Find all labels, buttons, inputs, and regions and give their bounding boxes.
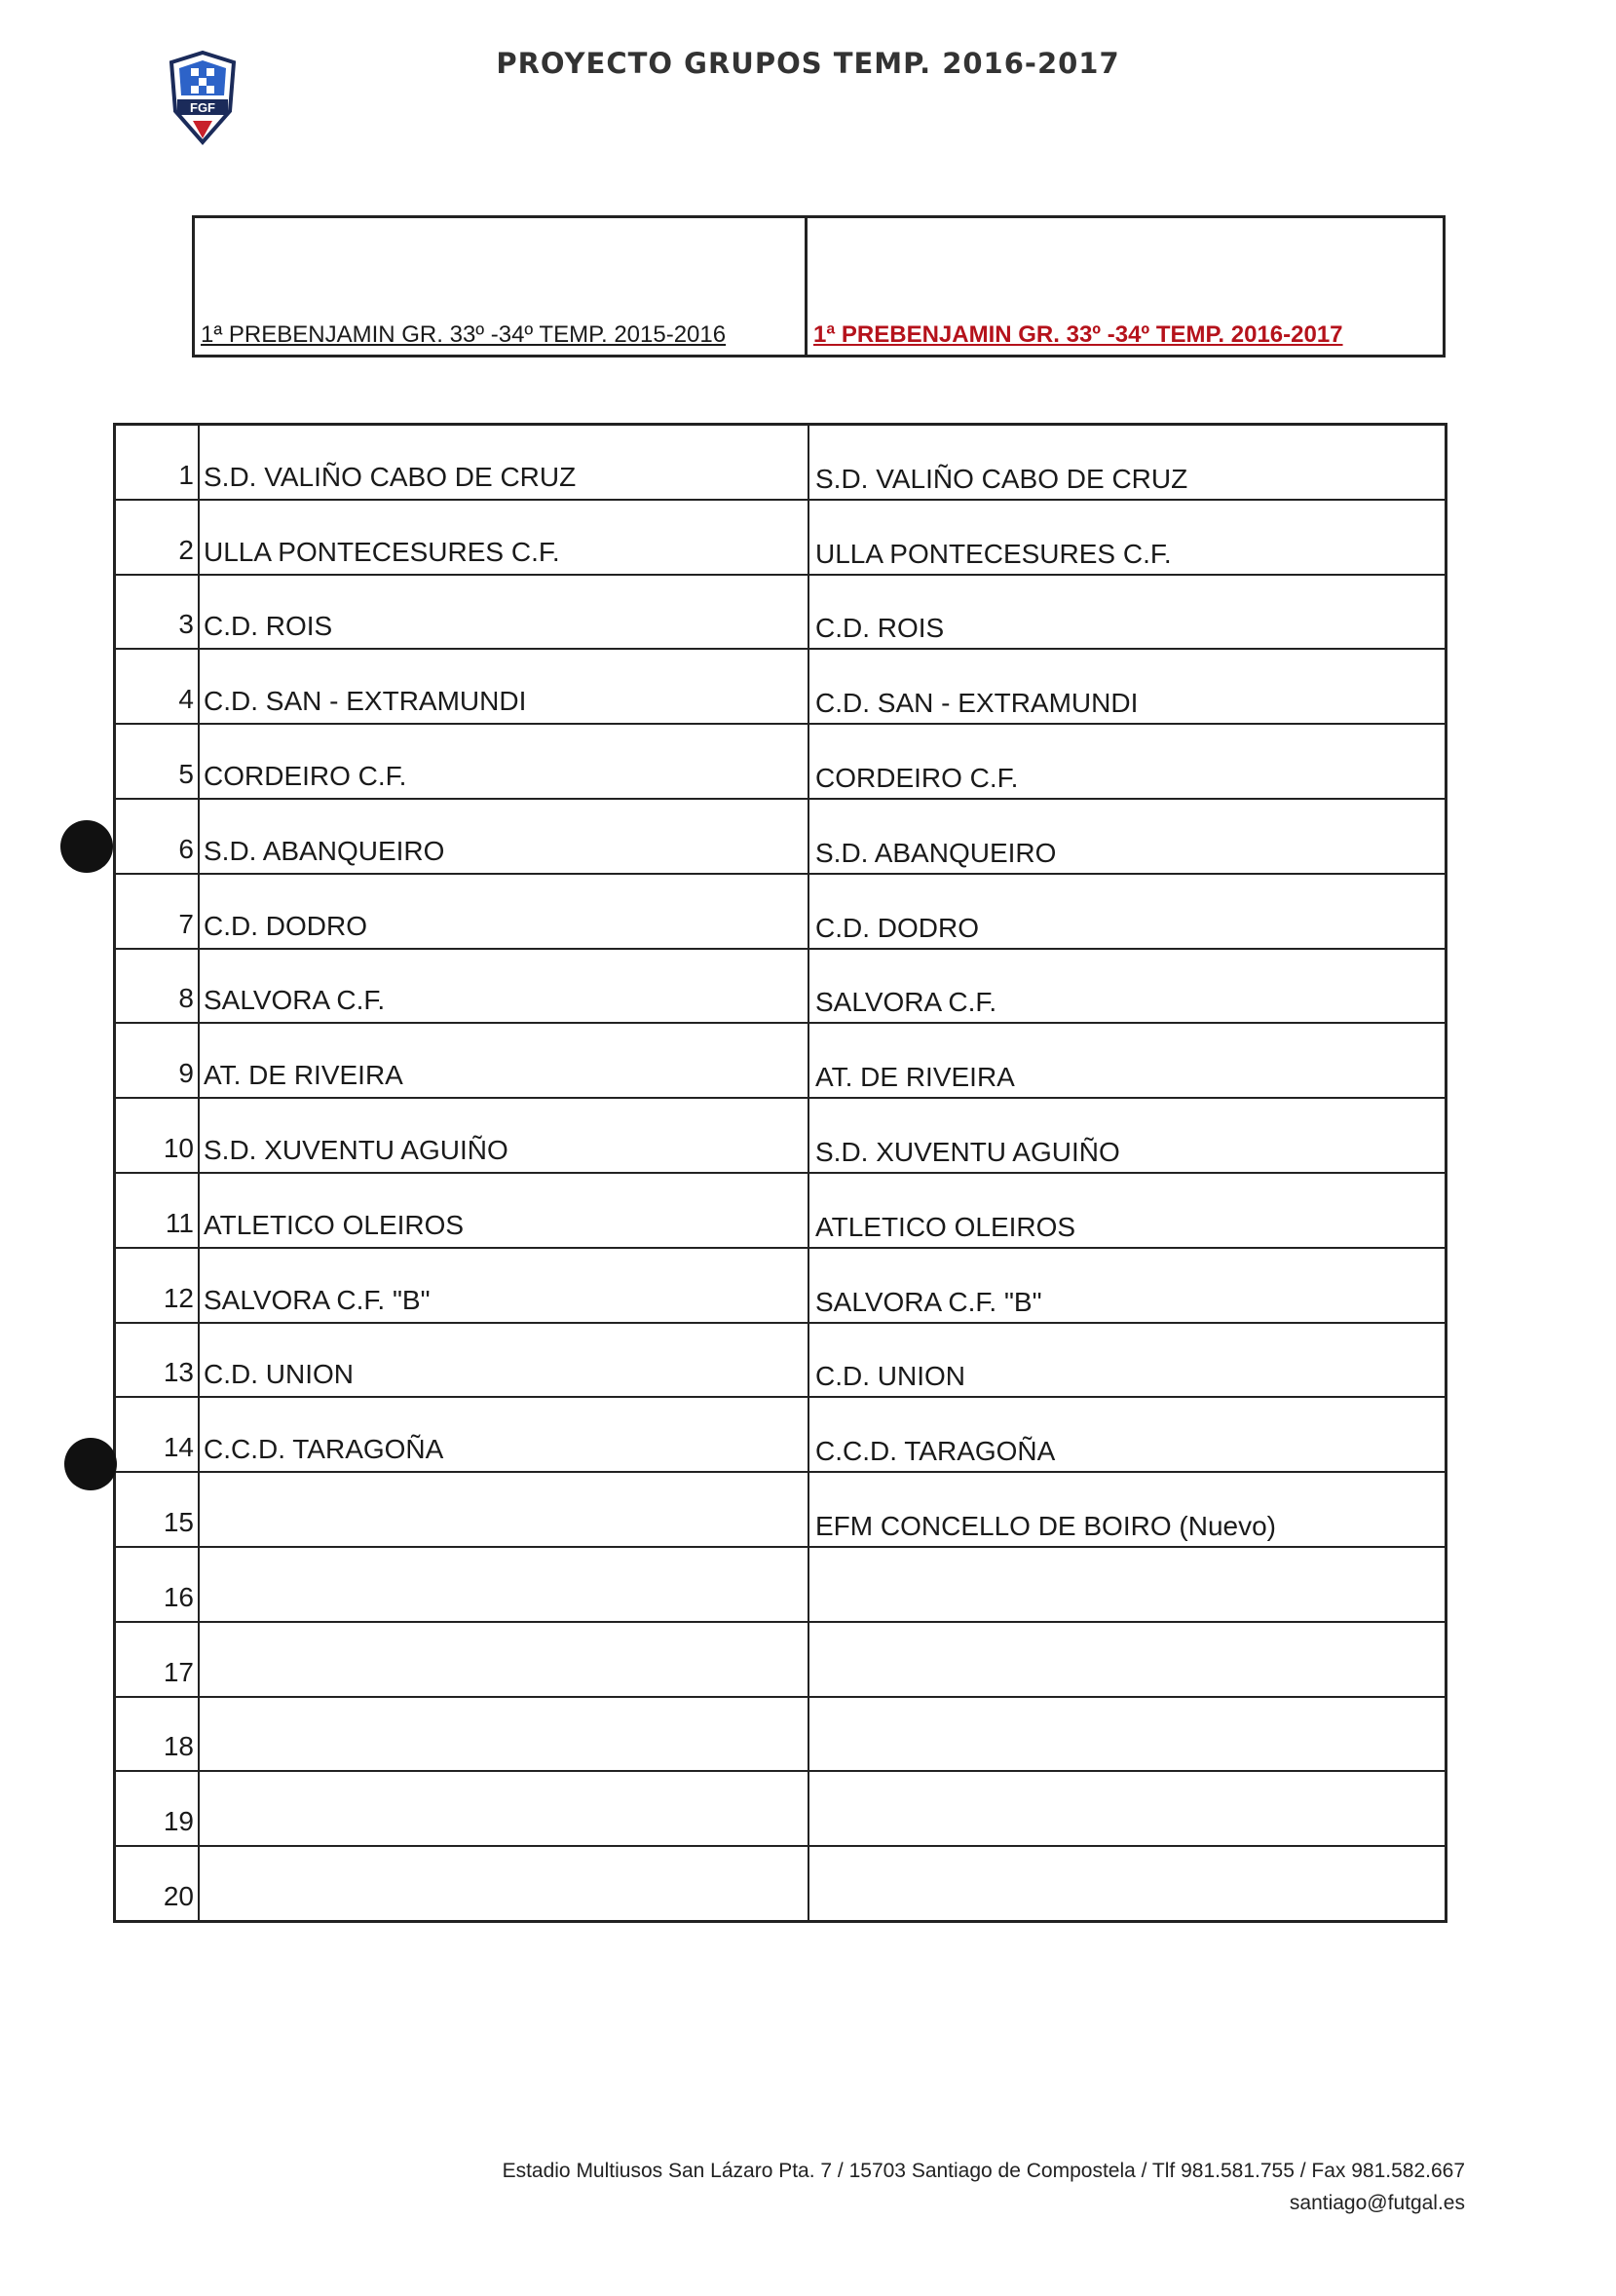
team-2015-2016: ULLA PONTECESURES C.F. [199,500,808,575]
team-2015-2016: C.D. SAN - EXTRAMUNDI [199,649,808,724]
season-2016-label: 1ª PREBENJAMIN GR. 33º -34º TEMP. 2016-2017 [813,321,1343,348]
row-number: 15 [115,1472,200,1547]
team-2015-2016 [199,1622,808,1697]
team-2016-2017: EFM CONCELLO DE BOIRO (Nuevo) [808,1472,1447,1547]
table-row [115,1397,1447,1472]
row-number: 7 [115,874,200,949]
table-row [115,1547,1447,1622]
row-number: 19 [115,1771,200,1846]
team-2016-2017: ULLA PONTECESURES C.F. [808,500,1447,575]
row-number: 6 [115,799,200,874]
row-number: 3 [115,575,200,650]
table-row [115,799,1447,874]
team-2015-2016: ATLETICO OLEIROS [199,1173,808,1248]
team-2015-2016: SALVORA C.F. "B" [199,1248,808,1323]
group-header-right [808,218,1443,355]
group-header-table [192,215,1446,358]
punch-hole-bottom [64,1438,117,1490]
row-number: 4 [115,649,200,724]
team-2016-2017: C.D. UNION [808,1323,1447,1398]
team-2016-2017: AT. DE RIVEIRA [808,1023,1447,1098]
team-2015-2016 [199,1547,808,1622]
teams-table [113,423,1447,1923]
team-2016-2017 [808,1547,1447,1622]
table-row [115,1173,1447,1248]
team-2016-2017: S.D. XUVENTU AGUIÑO [808,1098,1447,1173]
season-2015-label: 1ª PREBENJAMIN GR. 33º -34º TEMP. 2015-2016 [201,321,727,348]
table-row [115,425,1447,500]
team-2016-2017: S.D. ABANQUEIRO [808,799,1447,874]
row-number: 20 [115,1846,200,1921]
team-2016-2017 [808,1771,1447,1846]
table-row [115,1023,1447,1098]
table-row [115,1622,1447,1697]
team-2015-2016: S.D. ABANQUEIRO [199,799,808,874]
team-2015-2016 [199,1697,808,1772]
team-2015-2016: AT. DE RIVEIRA [199,1023,808,1098]
team-2015-2016: C.D. UNION [199,1323,808,1398]
team-2016-2017: C.D. DODRO [808,874,1447,949]
table-row [115,1248,1447,1323]
team-2016-2017: C.D. SAN - EXTRAMUNDI [808,649,1447,724]
table-row [115,874,1447,949]
table-row [115,575,1447,650]
team-2015-2016: S.D. XUVENTU AGUIÑO [199,1098,808,1173]
table-row [115,1846,1447,1921]
team-2016-2017: SALVORA C.F. "B" [808,1248,1447,1323]
team-2016-2017: C.C.D. TARAGOÑA [808,1397,1447,1472]
punch-hole-top [60,820,113,873]
footer-email: santiago@futgal.es [1289,2192,1465,2214]
team-2015-2016 [199,1771,808,1846]
table-row [115,500,1447,575]
table-row [115,1472,1447,1547]
row-number: 17 [115,1622,200,1697]
row-number: 1 [115,425,200,500]
team-2015-2016: C.D. DODRO [199,874,808,949]
row-number: 10 [115,1098,200,1173]
team-2016-2017 [808,1697,1447,1772]
row-number: 8 [115,949,200,1024]
team-2016-2017: S.D. VALIÑO CABO DE CRUZ [808,425,1447,500]
table-row [115,649,1447,724]
team-2016-2017: SALVORA C.F. [808,949,1447,1024]
table-row [115,949,1447,1024]
table-row [115,724,1447,799]
row-number: 18 [115,1697,200,1772]
page-title: PROYECTO GRUPOS TEMP. 2016-2017 [496,47,1120,80]
row-number: 5 [115,724,200,799]
team-2016-2017: ATLETICO OLEIROS [808,1173,1447,1248]
table-row [115,1323,1447,1398]
group-header-left [195,218,808,355]
row-number: 13 [115,1323,200,1398]
row-number: 12 [115,1248,200,1323]
footer-address: Estadio Multiusos San Lázaro Pta. 7 / 15703 Santiago de Compostela / Tlf 981.581.755 / Fax 981.582.667 [502,2160,1465,2182]
footer [503,2155,1465,2219]
team-2016-2017 [808,1622,1447,1697]
team-2016-2017: CORDEIRO C.F. [808,724,1447,799]
team-2015-2016: C.C.D. TARAGOÑA [199,1397,808,1472]
team-2015-2016: S.D. VALIÑO CABO DE CRUZ [199,425,808,500]
row-number: 11 [115,1173,200,1248]
table-row [115,1098,1447,1173]
team-2016-2017: C.D. ROIS [808,575,1447,650]
row-number: 16 [115,1547,200,1622]
table-row [115,1697,1447,1772]
team-2015-2016: SALVORA C.F. [199,949,808,1024]
team-2015-2016 [199,1472,808,1547]
team-2015-2016: C.D. ROIS [199,575,808,650]
svg-text:FGF: FGF [190,100,215,115]
team-2015-2016: CORDEIRO C.F. [199,724,808,799]
row-number: 9 [115,1023,200,1098]
team-2015-2016 [199,1846,808,1921]
table-row [115,1771,1447,1846]
row-number: 14 [115,1397,200,1472]
team-2016-2017 [808,1846,1447,1921]
row-number: 2 [115,500,200,575]
